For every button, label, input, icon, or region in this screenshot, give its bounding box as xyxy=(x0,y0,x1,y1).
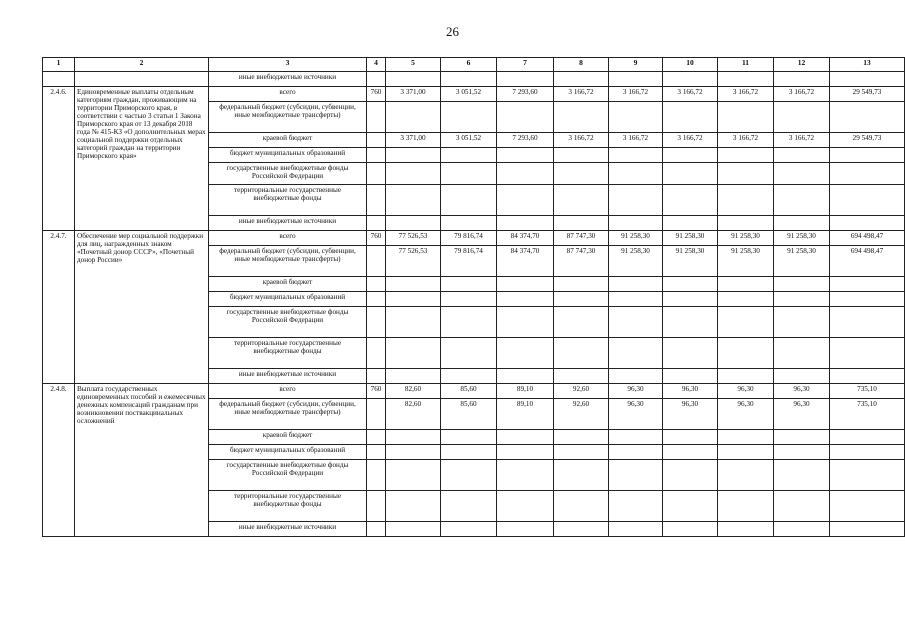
cell-value xyxy=(386,369,441,384)
budget-code xyxy=(367,399,386,430)
cell-value xyxy=(554,148,609,163)
funding-source: краевой бюджет xyxy=(209,133,367,148)
budget-table xyxy=(42,57,905,537)
budget-code xyxy=(367,445,386,460)
header-cell: 12 xyxy=(774,58,830,72)
budget-code xyxy=(367,491,386,522)
cell-name xyxy=(75,72,209,87)
budget-code xyxy=(367,307,386,338)
cell-value xyxy=(774,491,830,522)
cell-value xyxy=(609,148,663,163)
cell-value: 82,60 xyxy=(386,399,441,430)
funding-source: федеральный бюджет (субсидии, субвенции, иные межбюджетные трансферты) xyxy=(209,399,367,430)
cell-value xyxy=(774,216,830,231)
cell-value xyxy=(386,338,441,369)
cell-value: 79 816,74 xyxy=(441,231,497,246)
cell-value xyxy=(663,338,718,369)
cell-value xyxy=(497,522,554,537)
cell-value xyxy=(554,185,609,216)
header-row xyxy=(43,58,905,72)
cell-value xyxy=(441,163,497,185)
cell-source: иные внебюджетные источники xyxy=(209,72,367,87)
cell-value xyxy=(441,369,497,384)
cell-value: 96,30 xyxy=(718,399,774,430)
cell-value xyxy=(718,292,774,307)
cell-value xyxy=(718,277,774,292)
cell-value: 84 374,70 xyxy=(497,246,554,277)
funding-source: краевой бюджет xyxy=(209,277,367,292)
cell-value xyxy=(830,430,905,445)
cell-value xyxy=(774,277,830,292)
cell-value: 87 747,30 xyxy=(554,246,609,277)
cell-value xyxy=(497,185,554,216)
cell-value xyxy=(830,277,905,292)
cell-value xyxy=(609,338,663,369)
cell-value: 3 371,00 xyxy=(386,87,441,102)
cell-value xyxy=(441,522,497,537)
cell-value xyxy=(554,292,609,307)
cell-value xyxy=(774,460,830,491)
cell-value xyxy=(663,277,718,292)
cell-value: 694 498,47 xyxy=(830,231,905,246)
cell-value xyxy=(386,277,441,292)
cell-value xyxy=(386,522,441,537)
cell-value xyxy=(774,148,830,163)
header-cell: 1 xyxy=(43,58,75,72)
funding-source: бюджет муниципальных образований xyxy=(209,445,367,460)
cell-value: 3 051,52 xyxy=(441,87,497,102)
cell-value xyxy=(663,148,718,163)
cell-value xyxy=(718,216,774,231)
item-name: Обеспечение мер социальной поддержки для лиц, награжденных знаком «Почетный донор СССР», «Почетный донор России» xyxy=(75,231,209,384)
cell-value xyxy=(554,522,609,537)
budget-code xyxy=(367,338,386,369)
cell-value xyxy=(830,369,905,384)
cell-value xyxy=(441,185,497,216)
cell-value xyxy=(441,491,497,522)
table-row xyxy=(43,87,905,102)
cell-value xyxy=(609,163,663,185)
cell-value: 735,10 xyxy=(830,399,905,430)
cell-value: 3 166,72 xyxy=(718,133,774,148)
cell-value xyxy=(497,445,554,460)
cell-value xyxy=(441,430,497,445)
budget-code xyxy=(367,369,386,384)
cell-value: 96,30 xyxy=(663,399,718,430)
cell-value: 96,30 xyxy=(609,399,663,430)
cell-value xyxy=(497,292,554,307)
cell-value xyxy=(554,445,609,460)
header-cell: 3 xyxy=(209,58,367,72)
cell-value xyxy=(386,445,441,460)
cell-value xyxy=(718,307,774,338)
cell-value xyxy=(441,148,497,163)
cell-value: 3 166,72 xyxy=(554,133,609,148)
cell-value xyxy=(497,430,554,445)
cell-value: 96,30 xyxy=(718,384,774,399)
cell-value xyxy=(609,277,663,292)
cell-value xyxy=(497,491,554,522)
budget-code xyxy=(367,246,386,277)
funding-source: государственные внебюджетные фонды Российской Федерации xyxy=(209,460,367,491)
funding-source: всего xyxy=(209,87,367,102)
cell-value xyxy=(609,369,663,384)
header-cell: 9 xyxy=(609,58,663,72)
cell-value: 96,30 xyxy=(774,384,830,399)
cell-value xyxy=(830,307,905,338)
cell-value xyxy=(718,430,774,445)
cell-value xyxy=(497,148,554,163)
cell-value xyxy=(718,491,774,522)
table-row xyxy=(43,384,905,399)
cell-value xyxy=(386,163,441,185)
cell-code xyxy=(367,72,386,87)
cell-value: 91 258,30 xyxy=(774,246,830,277)
cell-value: 91 258,30 xyxy=(663,246,718,277)
cell-value xyxy=(663,216,718,231)
cell-value: 85,60 xyxy=(441,384,497,399)
cell-value xyxy=(718,72,774,87)
cell-value xyxy=(663,185,718,216)
cell-value: 82,60 xyxy=(386,384,441,399)
cell-value xyxy=(663,460,718,491)
cell-value: 3 166,72 xyxy=(663,87,718,102)
cell-value xyxy=(441,216,497,231)
cell-value: 3 166,72 xyxy=(718,87,774,102)
cell-value xyxy=(774,369,830,384)
cell-value xyxy=(554,102,609,133)
item-number: 2.4.7. xyxy=(43,231,75,384)
cell-value xyxy=(386,216,441,231)
cell-value: 3 166,72 xyxy=(609,133,663,148)
cell-value xyxy=(830,522,905,537)
cell-value xyxy=(663,369,718,384)
item-number: 2.4.8. xyxy=(43,384,75,537)
cell-value xyxy=(554,338,609,369)
cell-value xyxy=(663,102,718,133)
cell-value xyxy=(663,430,718,445)
header-cell: 2 xyxy=(75,58,209,72)
cell-value xyxy=(774,163,830,185)
funding-source: бюджет муниципальных образований xyxy=(209,292,367,307)
table-row xyxy=(43,72,905,87)
cell-value xyxy=(718,445,774,460)
cell-value xyxy=(830,163,905,185)
cell-value: 89,10 xyxy=(497,384,554,399)
cell-value: 29 549,73 xyxy=(830,133,905,148)
budget-code xyxy=(367,277,386,292)
cell-value xyxy=(497,307,554,338)
cell-value: 92,60 xyxy=(554,399,609,430)
item-name: Выплата государственных единовременных пособий и ежемесячных денежных компенсаций гражданам при возникновении поствакцинальных осложнений xyxy=(75,384,209,537)
cell-value xyxy=(718,163,774,185)
cell-value xyxy=(386,460,441,491)
cell-value xyxy=(554,491,609,522)
funding-source: государственные внебюджетные фонды Российской Федерации xyxy=(209,307,367,338)
funding-source: иные внебюджетные источники xyxy=(209,522,367,537)
cell-value: 85,60 xyxy=(441,399,497,430)
funding-source: иные внебюджетные источники xyxy=(209,216,367,231)
cell-value xyxy=(386,185,441,216)
item-name: Единовременные выплаты отдельным категориям граждан, проживающим на территории Приморского края, в соответствии с частью 3 статьи 1 Закона Приморского края от 13 декабря 2018 года № 415-КЗ «О дополнительных мерах социальной поддержки отдельных категорий граждан на территории Приморского края» xyxy=(75,87,209,231)
header-cell: 6 xyxy=(441,58,497,72)
cell-value xyxy=(441,292,497,307)
cell-value xyxy=(441,102,497,133)
cell-value xyxy=(554,430,609,445)
cell-value xyxy=(774,72,830,87)
cell-value xyxy=(441,445,497,460)
cell-value xyxy=(774,445,830,460)
cell-value: 87 747,30 xyxy=(554,231,609,246)
cell-value xyxy=(609,430,663,445)
cell-value: 3 371,00 xyxy=(386,133,441,148)
cell-value xyxy=(830,445,905,460)
cell-value xyxy=(441,307,497,338)
cell-value xyxy=(497,102,554,133)
cell-value xyxy=(718,102,774,133)
funding-source: бюджет муниципальных образований xyxy=(209,148,367,163)
header-cell: 4 xyxy=(367,58,386,72)
budget-code xyxy=(367,292,386,307)
cell-value xyxy=(554,307,609,338)
budget-code xyxy=(367,460,386,491)
budget-code xyxy=(367,430,386,445)
cell-value xyxy=(718,522,774,537)
cell-value: 29 549,73 xyxy=(830,87,905,102)
cell-value: 79 816,74 xyxy=(441,246,497,277)
cell-value xyxy=(386,102,441,133)
cell-value xyxy=(554,72,609,87)
cell-value xyxy=(609,460,663,491)
cell-value xyxy=(497,72,554,87)
cell-value: 3 166,72 xyxy=(609,87,663,102)
cell-value xyxy=(609,185,663,216)
cell-value xyxy=(554,460,609,491)
cell-value xyxy=(497,163,554,185)
funding-source: всего xyxy=(209,384,367,399)
cell-value xyxy=(830,102,905,133)
cell-value: 735,10 xyxy=(830,384,905,399)
budget-code: 760 xyxy=(367,87,386,102)
cell-value xyxy=(718,148,774,163)
cell-value xyxy=(441,338,497,369)
funding-source: федеральный бюджет (субсидии, субвенции, иные межбюджетные трансферты) xyxy=(209,102,367,133)
cell-value xyxy=(497,277,554,292)
cell-value xyxy=(718,369,774,384)
cell-value xyxy=(554,369,609,384)
cell-value xyxy=(774,185,830,216)
cell-value: 91 258,30 xyxy=(609,231,663,246)
cell-value xyxy=(441,460,497,491)
cell-value xyxy=(718,460,774,491)
header-cell: 7 xyxy=(497,58,554,72)
funding-source: федеральный бюджет (субсидии, субвенции, иные межбюджетные трансферты) xyxy=(209,246,367,277)
header-cell: 11 xyxy=(718,58,774,72)
cell-value xyxy=(386,292,441,307)
cell-value xyxy=(554,163,609,185)
cell-value xyxy=(386,72,441,87)
cell-value xyxy=(718,185,774,216)
funding-source: территориальные государственные внебюджетные фонды xyxy=(209,185,367,216)
cell-value: 3 166,72 xyxy=(554,87,609,102)
cell-value xyxy=(774,102,830,133)
cell-value: 91 258,30 xyxy=(718,231,774,246)
cell-value xyxy=(663,491,718,522)
header-cell: 8 xyxy=(554,58,609,72)
cell-value xyxy=(609,216,663,231)
header-cell: 13 xyxy=(830,58,905,72)
cell-value: 96,30 xyxy=(609,384,663,399)
cell-value xyxy=(663,292,718,307)
funding-source: иные внебюджетные источники xyxy=(209,369,367,384)
cell-value xyxy=(554,277,609,292)
cell-value xyxy=(663,522,718,537)
cell-value xyxy=(497,216,554,231)
budget-code xyxy=(367,185,386,216)
budget-code xyxy=(367,522,386,537)
budget-code xyxy=(367,148,386,163)
cell-value xyxy=(609,102,663,133)
page-number: 26 xyxy=(446,24,459,39)
budget-code xyxy=(367,216,386,231)
cell-value xyxy=(497,460,554,491)
funding-source: государственные внебюджетные фонды Российской Федерации xyxy=(209,163,367,185)
cell-value: 92,60 xyxy=(554,384,609,399)
cell-value: 77 526,53 xyxy=(386,246,441,277)
header-cell: 5 xyxy=(386,58,441,72)
cell-value: 96,30 xyxy=(663,384,718,399)
cell-value: 91 258,30 xyxy=(609,246,663,277)
cell-value xyxy=(830,185,905,216)
cell-value xyxy=(386,491,441,522)
item-number: 2.4.6. xyxy=(43,87,75,231)
cell-value: 91 258,30 xyxy=(663,231,718,246)
cell-value: 7 293,60 xyxy=(497,133,554,148)
table-body xyxy=(43,72,905,537)
cell-value xyxy=(663,445,718,460)
cell-value xyxy=(830,491,905,522)
cell-value xyxy=(497,369,554,384)
cell-value xyxy=(441,72,497,87)
cell-value: 7 293,60 xyxy=(497,87,554,102)
cell-value xyxy=(830,292,905,307)
cell-value: 89,10 xyxy=(497,399,554,430)
cell-value xyxy=(609,491,663,522)
cell-value xyxy=(830,72,905,87)
cell-value xyxy=(830,216,905,231)
cell-value xyxy=(718,338,774,369)
budget-code: 760 xyxy=(367,231,386,246)
cell-value xyxy=(663,72,718,87)
cell-num xyxy=(43,72,75,87)
funding-source: территориальные государственные внебюджетные фонды xyxy=(209,491,367,522)
cell-value: 3 166,72 xyxy=(774,133,830,148)
budget-code xyxy=(367,133,386,148)
header-cell: 10 xyxy=(663,58,718,72)
cell-value: 91 258,30 xyxy=(718,246,774,277)
cell-value xyxy=(609,307,663,338)
cell-value xyxy=(554,216,609,231)
cell-value: 77 526,53 xyxy=(386,231,441,246)
cell-value xyxy=(774,307,830,338)
cell-value xyxy=(774,430,830,445)
cell-value: 91 258,30 xyxy=(774,231,830,246)
cell-value xyxy=(609,522,663,537)
cell-value xyxy=(609,72,663,87)
cell-value xyxy=(386,430,441,445)
cell-value xyxy=(830,338,905,369)
cell-value xyxy=(774,292,830,307)
funding-source: территориальные государственные внебюджетные фонды xyxy=(209,338,367,369)
funding-source: краевой бюджет xyxy=(209,430,367,445)
cell-value: 84 374,70 xyxy=(497,231,554,246)
funding-source: всего xyxy=(209,231,367,246)
cell-value xyxy=(663,163,718,185)
cell-value: 3 051,52 xyxy=(441,133,497,148)
table-row xyxy=(43,231,905,246)
cell-value xyxy=(830,460,905,491)
cell-value xyxy=(663,307,718,338)
budget-code xyxy=(367,102,386,133)
cell-value xyxy=(386,148,441,163)
budget-code: 760 xyxy=(367,384,386,399)
cell-value xyxy=(441,277,497,292)
cell-value: 3 166,72 xyxy=(774,87,830,102)
cell-value xyxy=(774,338,830,369)
cell-value xyxy=(609,292,663,307)
cell-value xyxy=(497,338,554,369)
budget-code xyxy=(367,163,386,185)
cell-value: 96,30 xyxy=(774,399,830,430)
cell-value xyxy=(386,307,441,338)
cell-value xyxy=(609,445,663,460)
cell-value xyxy=(830,148,905,163)
cell-value xyxy=(774,522,830,537)
cell-value: 3 166,72 xyxy=(663,133,718,148)
cell-value: 694 498,47 xyxy=(830,246,905,277)
